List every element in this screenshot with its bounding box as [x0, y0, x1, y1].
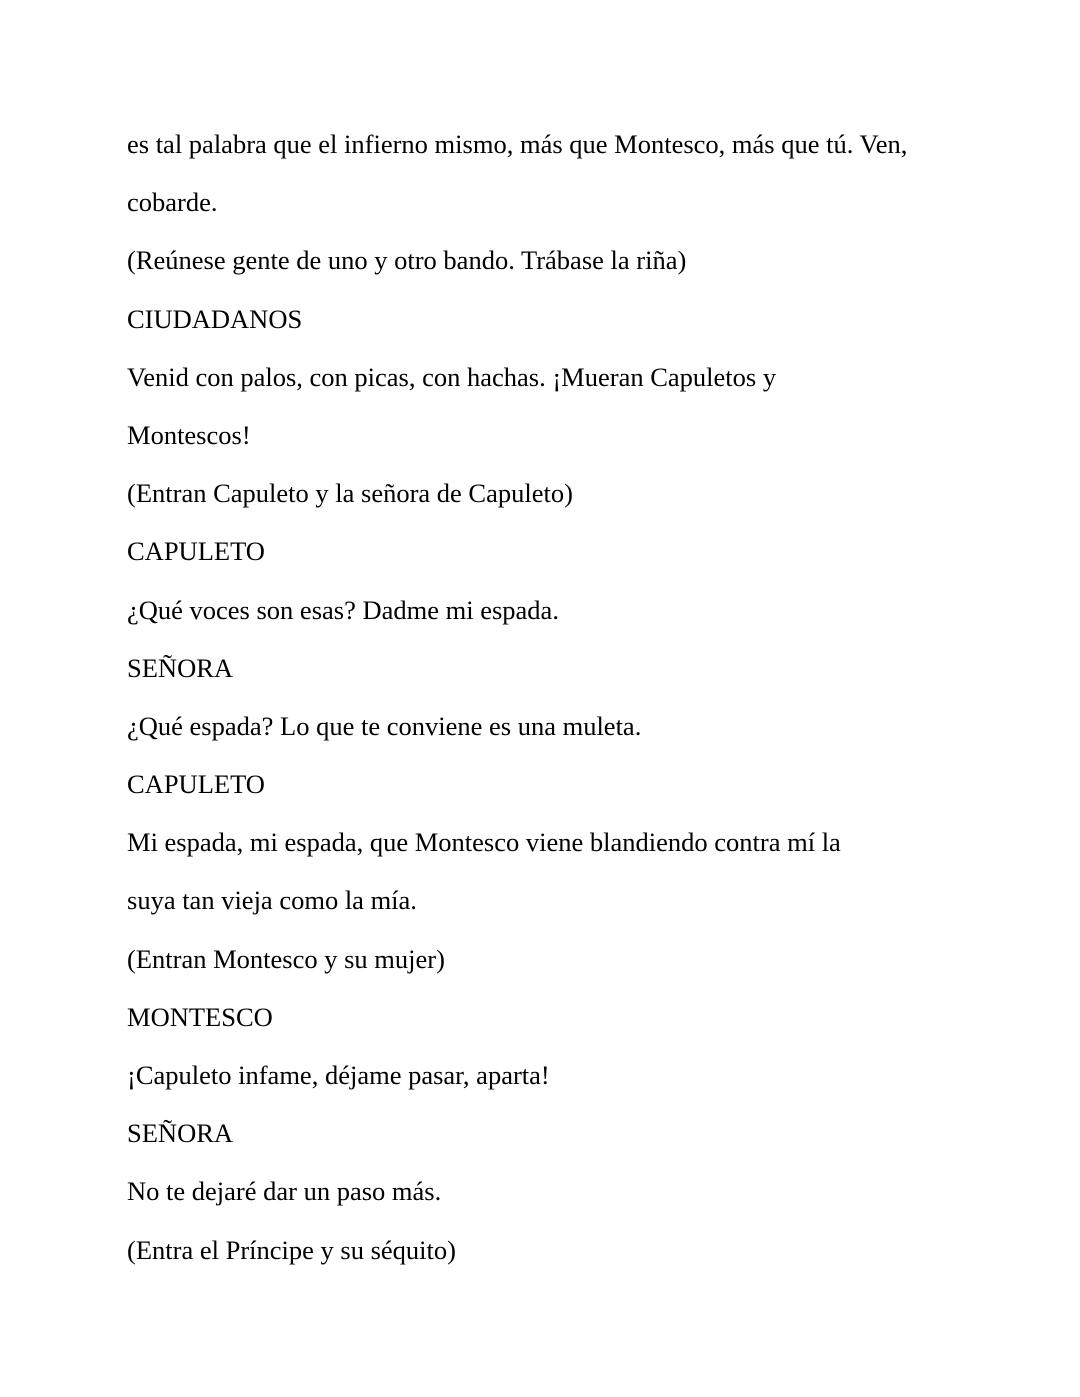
stage-direction: (Entra el Príncipe y su séquito): [127, 1234, 456, 1265]
dialogue-line: ¿Qué voces son esas? Dadme mi espada.: [127, 594, 559, 625]
dialogue-line: Mi espada, mi espada, que Montesco viene blandiendo contra mí la: [127, 827, 841, 858]
dialogue-line: Venid con palos, con picas, con hachas. ¡Mueran Capuletos y: [127, 361, 777, 392]
speaker-name: CAPULETO: [127, 769, 265, 800]
dialogue-line: No te dejaré dar un paso más.: [127, 1176, 442, 1207]
dialogue-line: suya tan vieja como la mía.: [127, 885, 417, 916]
dialogue-line: cobarde.: [127, 187, 218, 218]
stage-direction: (Entran Montesco y su mujer): [127, 943, 445, 974]
dialogue-line: Montescos!: [127, 419, 251, 450]
speaker-name: SEÑORA: [127, 1118, 234, 1149]
stage-direction: (Entran Capuleto y la señora de Capuleto): [127, 478, 573, 509]
speaker-name: SEÑORA: [127, 652, 234, 683]
speaker-name: MONTESCO: [127, 1001, 273, 1032]
speaker-name: CAPULETO: [127, 536, 265, 567]
dialogue-line: ¿Qué espada? Lo que te conviene es una muleta.: [127, 710, 642, 741]
dialogue-line: es tal palabra que el infierno mismo, más que Montesco, más que tú. Ven,: [127, 129, 908, 159]
speaker-name: CIUDADANOS: [127, 303, 303, 334]
play-script-body: [127, 115, 957, 1279]
stage-direction: (Reúnese gente de uno y otro bando. Trábase la riña): [127, 245, 687, 276]
dialogue-line: ¡Capuleto infame, déjame pasar, aparta!: [127, 1060, 550, 1090]
